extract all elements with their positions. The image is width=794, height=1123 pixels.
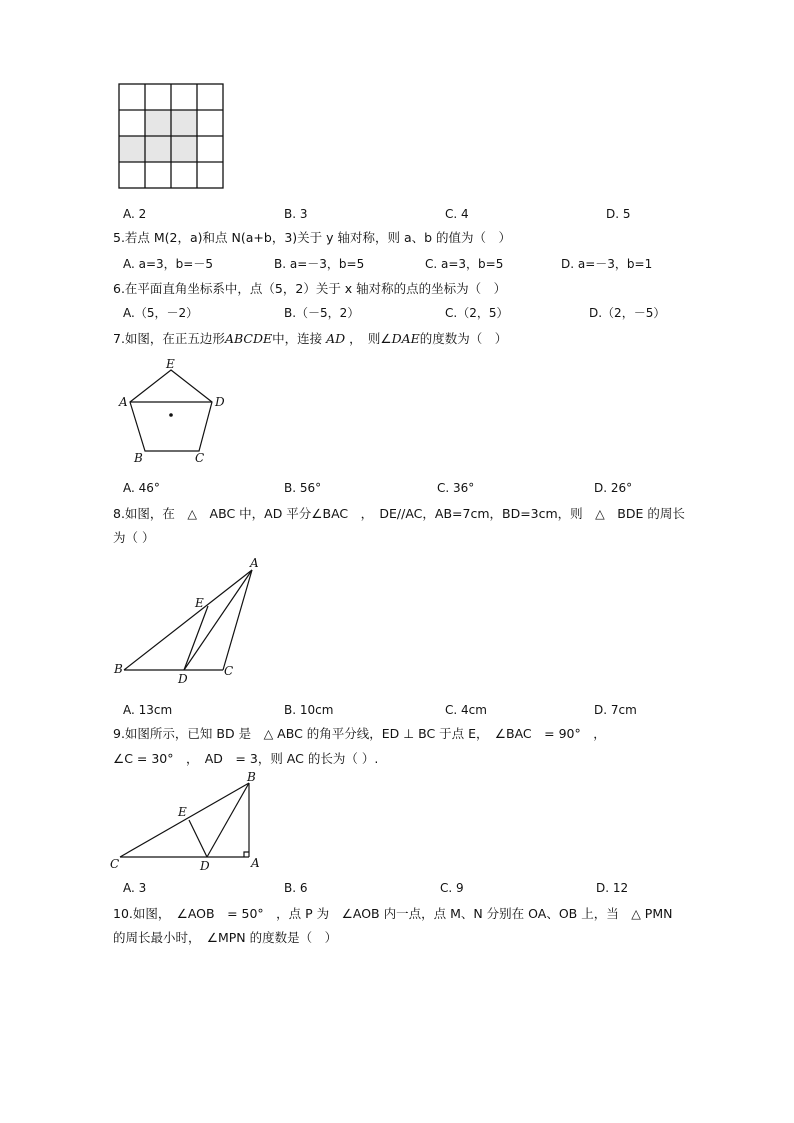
q4-grid-figure bbox=[118, 83, 228, 193]
label-c: C bbox=[110, 857, 120, 871]
q7-option-d: D. 26° bbox=[594, 481, 633, 495]
q6-option-c: C.（2，5） bbox=[445, 306, 509, 320]
label-a: A bbox=[250, 556, 259, 570]
q9-stem-line1: 9.如图所示，已知 BD 是 △ ABC 的角平分线，ED ⊥ BC 于点 E， ∠BAC = 90° ， bbox=[113, 726, 606, 741]
q5-option-d: D. a=－3，b=1 bbox=[561, 257, 653, 271]
q8-option-c: C. 4cm bbox=[445, 703, 487, 717]
label-c: C bbox=[224, 664, 234, 678]
shaded-cell bbox=[119, 136, 145, 162]
q6-option-a: A.（5，－2） bbox=[123, 306, 199, 320]
label-b: B bbox=[114, 662, 123, 676]
q6-option-d: D.（2，－5） bbox=[589, 306, 666, 320]
shaded-cell bbox=[145, 110, 171, 136]
q8-stem-line2: 为（ ） bbox=[113, 530, 155, 545]
q8-option-b: B. 10cm bbox=[284, 703, 334, 717]
q5-stem: 5.若点 M(2，a)和点 N(a+b，3)关于 y 轴对称，则 a、b 的值为（ ） bbox=[113, 230, 512, 245]
q8-triangle-figure bbox=[110, 554, 270, 684]
q9-option-b: B. 6 bbox=[284, 881, 308, 895]
center-dot bbox=[169, 413, 173, 417]
label-b: B bbox=[247, 770, 256, 784]
shaded-cell bbox=[171, 110, 197, 136]
q7-option-b: B. 56° bbox=[284, 481, 322, 495]
label-b: B bbox=[134, 451, 143, 465]
label-e: E bbox=[166, 357, 175, 371]
q8-stem-line1: 8.如图，在 △ ABC 中，AD 平分∠BAC ， DE//AC，AB=7cm，BD=3cm，则 △ BDE 的周长 bbox=[113, 506, 685, 521]
q4-option-d: D. 5 bbox=[606, 207, 631, 221]
label-d: D bbox=[178, 672, 188, 686]
q5-option-b: B. a=－3，b=5 bbox=[274, 257, 365, 271]
q7-option-a: A. 46° bbox=[123, 481, 160, 495]
q6-option-b: B.（－5，2） bbox=[284, 306, 360, 320]
q9-stem-line2: ∠C = 30° ， AD = 3，则 AC 的长为（ ）. bbox=[113, 751, 379, 766]
q5-option-c: C. a=3，b=5 bbox=[425, 257, 504, 271]
label-e: E bbox=[195, 596, 204, 610]
q4-option-a: A. 2 bbox=[123, 207, 147, 221]
q4-option-c: C. 4 bbox=[445, 207, 469, 221]
shaded-cell bbox=[171, 136, 197, 162]
q7-pentagon-figure bbox=[115, 356, 235, 466]
q9-triangle-figure bbox=[110, 770, 270, 880]
label-c: C bbox=[195, 451, 205, 465]
label-e: E bbox=[178, 805, 187, 819]
q8-option-d: D. 7cm bbox=[594, 703, 637, 717]
label-a: A bbox=[119, 395, 128, 409]
q4-option-b: B. 3 bbox=[284, 207, 308, 221]
shaded-cell bbox=[145, 136, 171, 162]
q6-stem: 6.在平面直角坐标系中，点（5，2）关于 x 轴对称的点的坐标为（ ） bbox=[113, 281, 507, 296]
q7-option-c: C. 36° bbox=[437, 481, 475, 495]
q7-stem: 7.如图，在正五边形ABCDE中，连接 AD ， 则∠DAE的度数为（ ） bbox=[113, 331, 508, 346]
q10-stem-line2: 的周长最小时， ∠MPN 的度数是（ ） bbox=[113, 930, 338, 945]
label-d: D bbox=[200, 859, 210, 873]
q9-option-d: D. 12 bbox=[596, 881, 629, 895]
label-d: D bbox=[215, 395, 225, 409]
q9-option-a: A. 3 bbox=[123, 881, 147, 895]
q8-option-a: A. 13cm bbox=[123, 703, 173, 717]
q9-option-c: C. 9 bbox=[440, 881, 464, 895]
label-a: A bbox=[251, 856, 260, 870]
q5-option-a: A. a=3，b=－5 bbox=[123, 257, 213, 271]
q10-stem-line1: 10.如图， ∠AOB = 50° ，点 P 为 ∠AOB 内一点，点 M、N 分别在 OA、OB 上，当 △ PMN bbox=[113, 906, 673, 921]
